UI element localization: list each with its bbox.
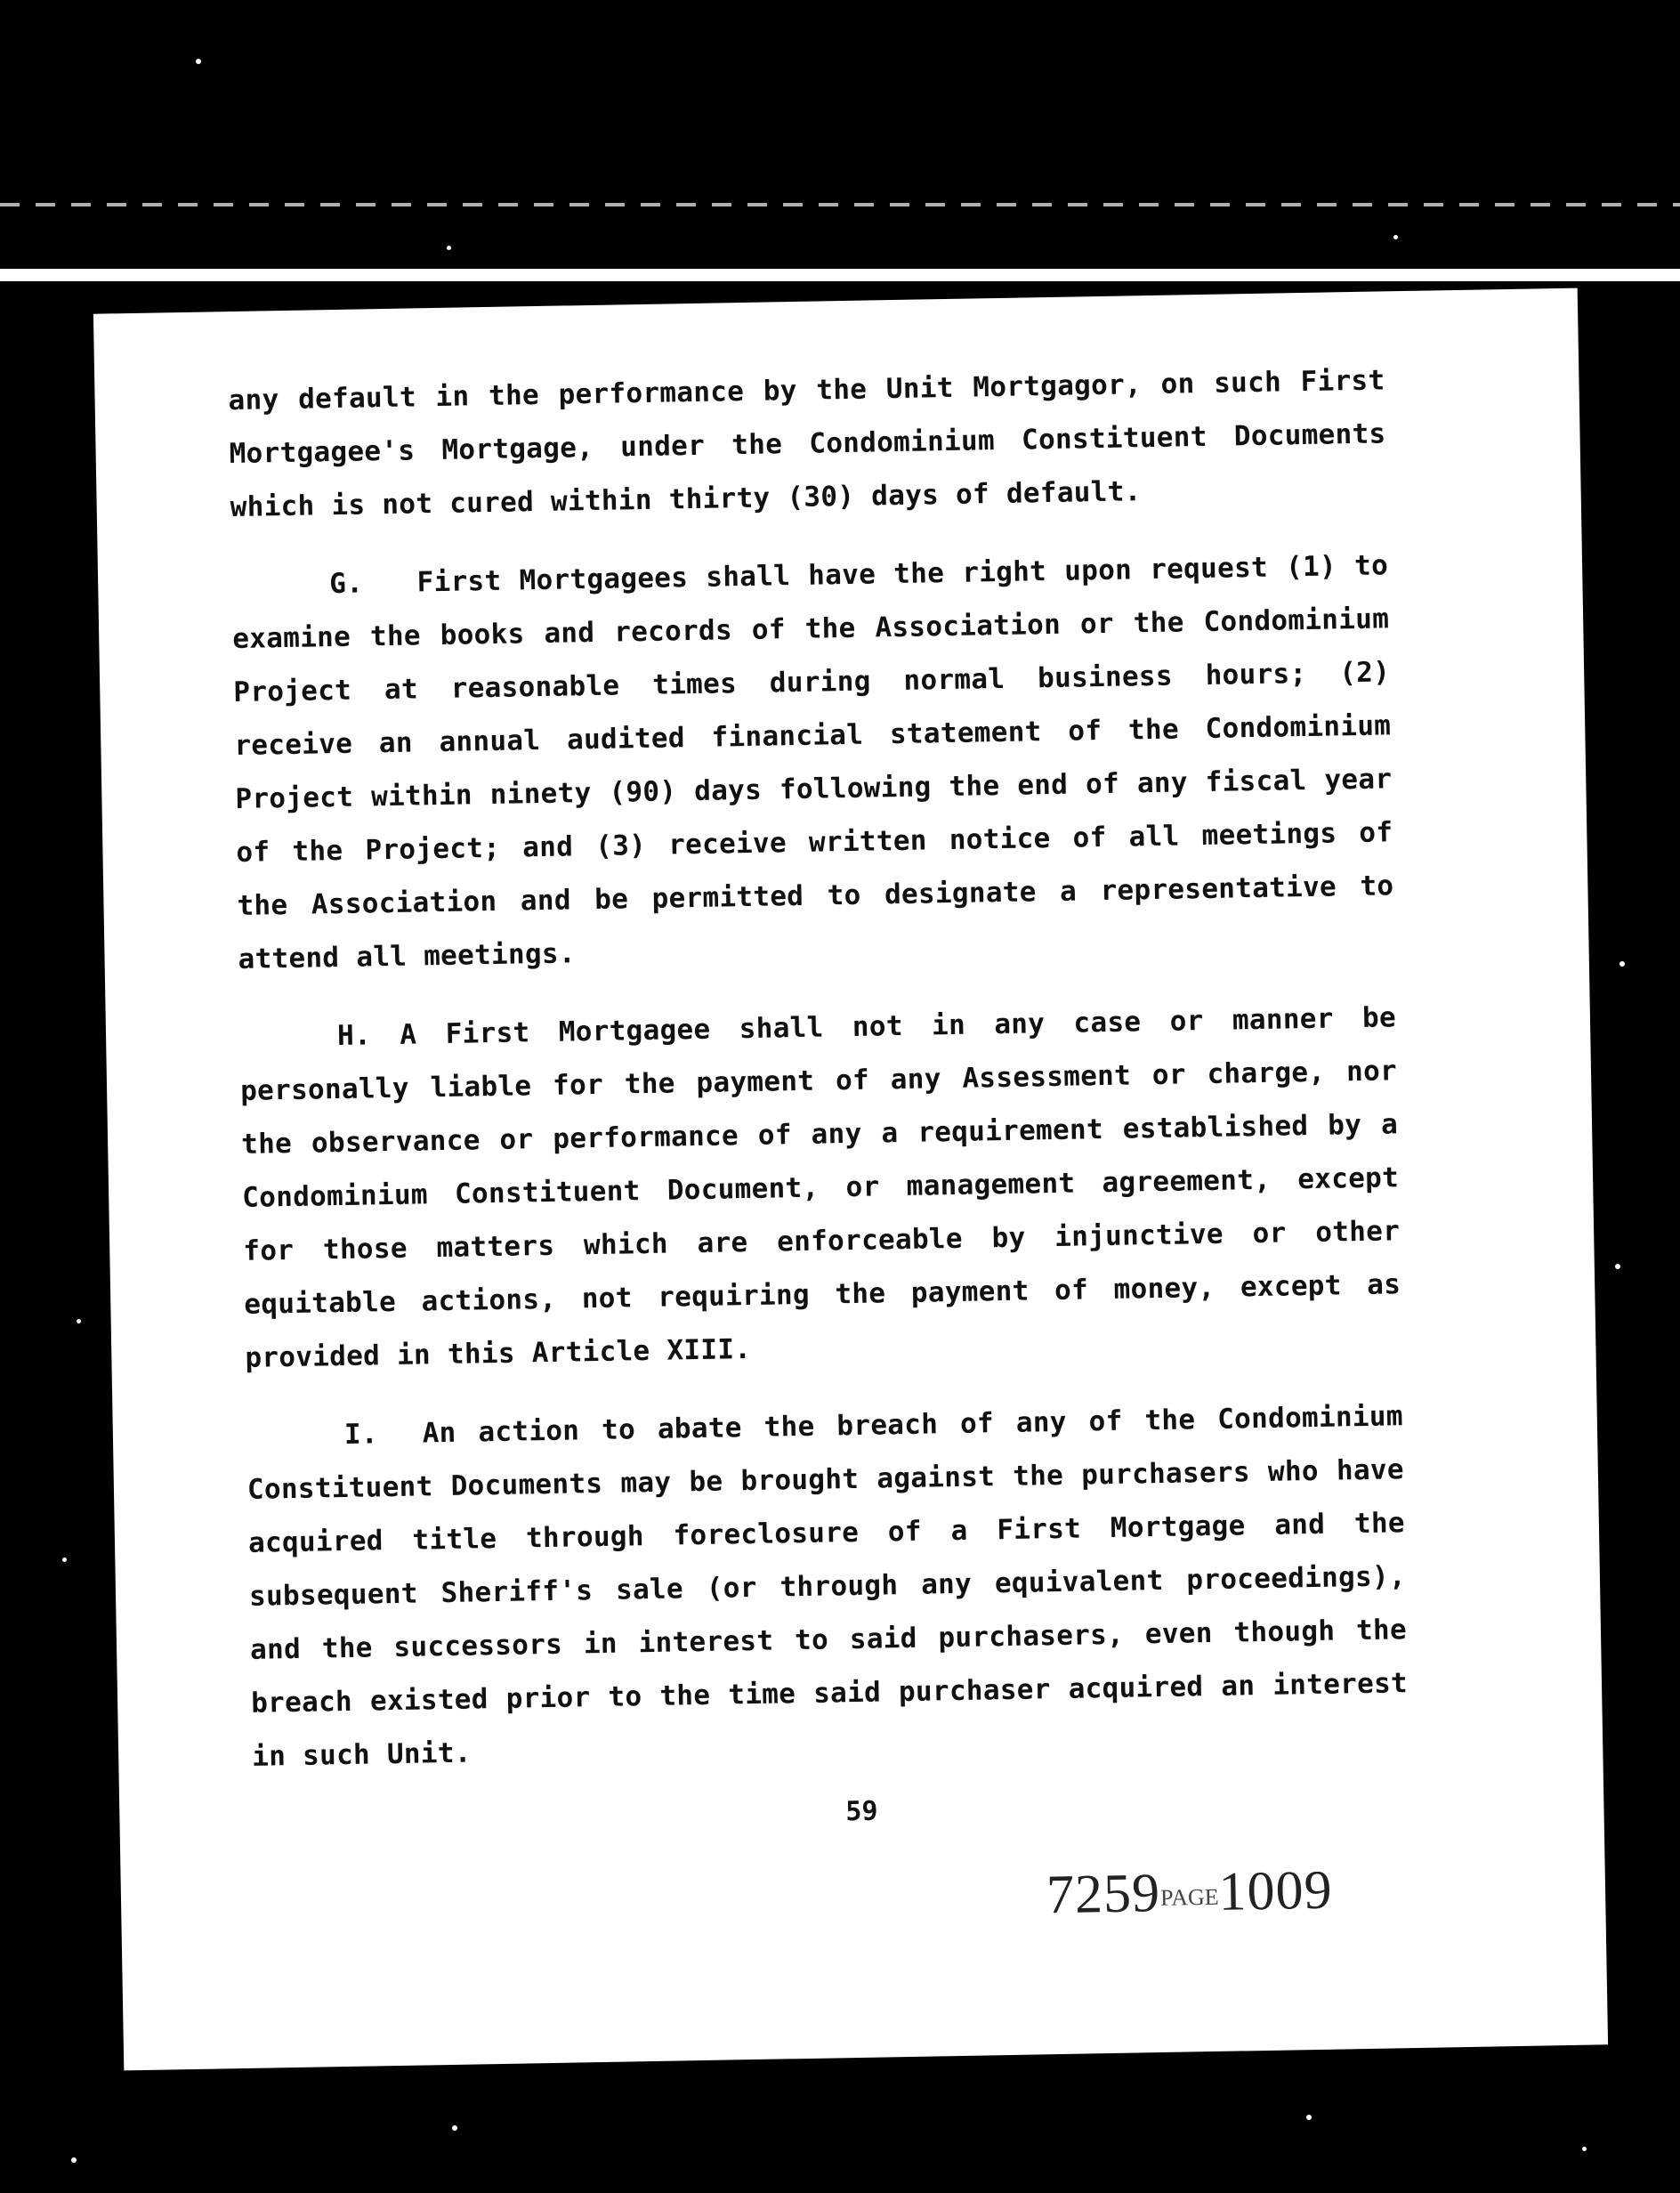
paragraph-text: any default in the performance by the Unit Mortgagor, on such First Mortgagee's Mortgage, under the Condominium Constituent Documents which is not cured within thirty (30) days of default. — [228, 364, 1386, 524]
scan-speck — [1306, 2115, 1312, 2120]
scan-speck — [1582, 2147, 1587, 2151]
scan-speck — [71, 2157, 77, 2163]
scan-speck — [62, 1558, 67, 1562]
paragraph-label: G. — [328, 567, 364, 601]
scan-artifact-line — [0, 203, 1680, 206]
scan-speck — [196, 59, 201, 64]
paragraph-text: First Mortgagees shall have the right upon request (1) to examine the books and records of the Association or the Condominium Project at reasonable times during normal business hours; (2) receive an annual audited financial statement of the Condominium Project within ninety (90) days following the end of any fiscal year of the Project; and (3) receive written notice of all meetings of the Association and be permitted to designate a representative to attend all meetings. — [231, 549, 1394, 975]
scan-speck — [1393, 235, 1398, 239]
stamp-page-label: PAGE — [1159, 1883, 1219, 1911]
paragraph-label: H. — [336, 1019, 372, 1053]
stamp-page-number: 1009 — [1217, 1859, 1334, 1922]
paragraph-g — [231, 538, 1395, 986]
document-page — [93, 288, 1608, 2071]
paragraph-text: An action to abate the breach of any of the Condominium Constituent Documents may be brought against the purchasers who have acquired title through foreclosure of a First Mortgage and the subsequent Sheriff's sale (or through any equivalent proceedings), and the successors in interest to said purchasers, even though the breach existed prior to the time said purchaser acquired an interest in such Unit. — [246, 1400, 1409, 1773]
scan-speck — [77, 1319, 81, 1323]
paragraph-label: I. — [343, 1418, 379, 1451]
paragraph-text: A First Mortgagee shall not in any case or manner be personally liable for the payment of any Assessment or charge, nor the observance or performance of any a requirement established by a Condominium Constituent Document, or management agreement, except for those matters which are enforceable by injunctive or other equitable actions, not requiring the payment of money, except as provided in this Article XIII. — [239, 1001, 1401, 1374]
document-body — [228, 353, 1409, 1808]
paragraph-i — [246, 1389, 1409, 1784]
scan-top-rule — [0, 269, 1680, 281]
recording-stamp — [1046, 1859, 1333, 1928]
stamp-book-number: 7259 — [1046, 1863, 1161, 1926]
scan-speck — [1615, 1264, 1620, 1269]
paragraph-h — [239, 991, 1402, 1385]
scan-speck — [452, 2125, 457, 2131]
page-number: 59 — [845, 1795, 878, 1828]
paragraph-continued — [228, 353, 1387, 534]
scan-speck — [1619, 961, 1625, 967]
scan-speck — [447, 246, 451, 250]
